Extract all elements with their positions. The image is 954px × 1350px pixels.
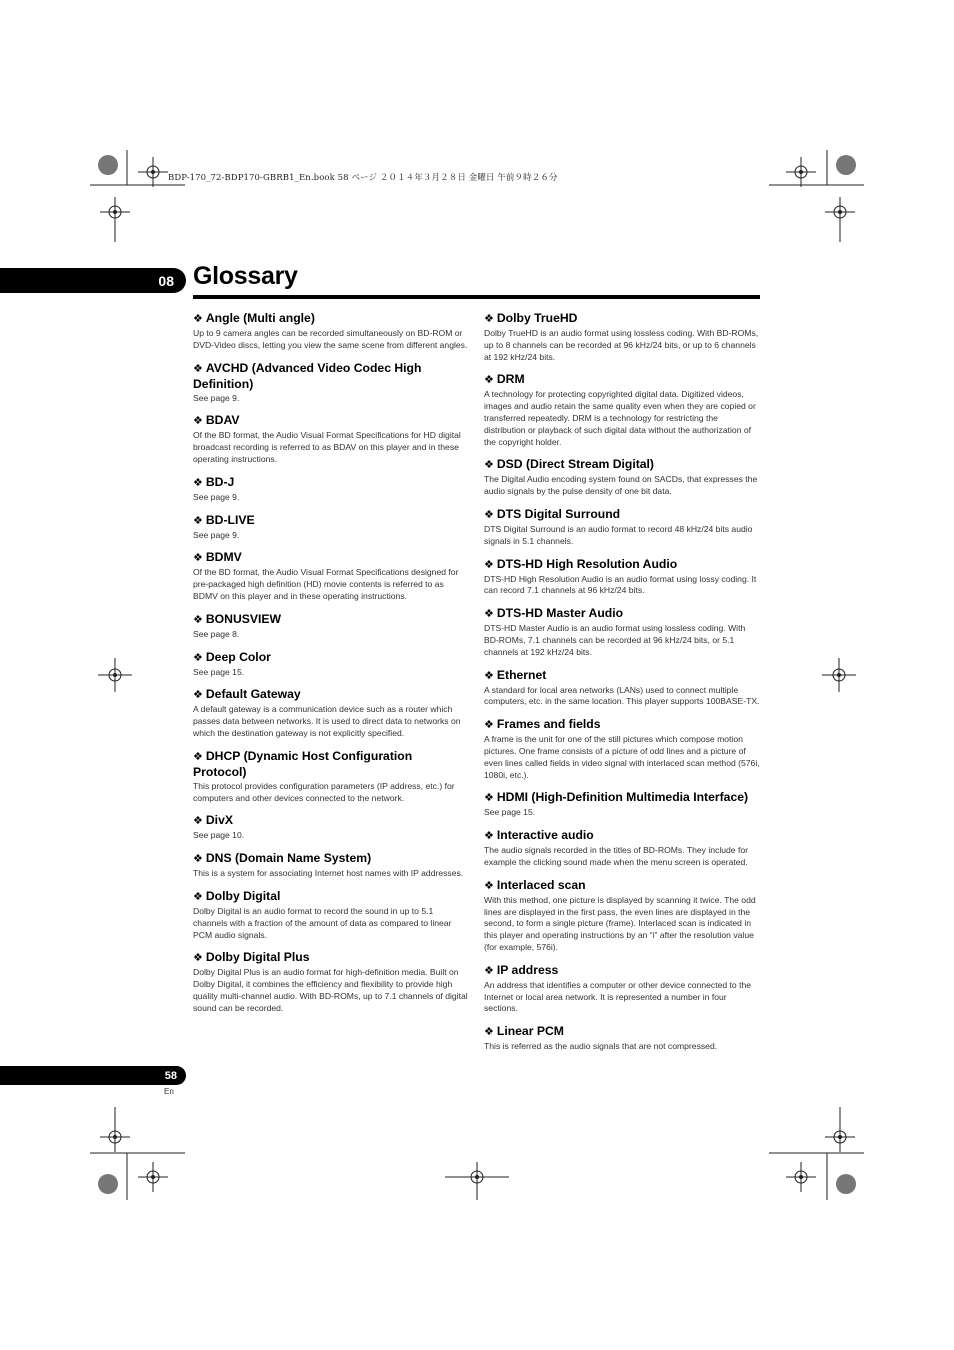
glossary-term [484, 557, 760, 573]
glossary-term-text: Dolby Digital [205, 888, 281, 903]
glossary-term-text: DRM [496, 372, 525, 387]
diamond-bullet-icon: ❖ [484, 508, 494, 521]
glossary-entry [484, 668, 760, 709]
glossary-definition: DTS-HD Master Audio is an audio format using lossless coding. With BD-ROMs, 7.1 channels can be recorded at 96 kHz/24 bits, or 5.1 channels at 192 kHz/24 bits. [484, 623, 746, 657]
glossary-entry [193, 361, 469, 405]
glossary-definition: See page 8. [193, 628, 240, 639]
glossary-definition: Of the BD format, the Audio Visual Format Specifications designed for pre-packaged high definition (HD) movie contents is referred to as BDMV on this player and in these operating instructions. [193, 567, 459, 601]
diamond-bullet-icon: ❖ [484, 558, 494, 571]
glossary-entry [193, 513, 469, 542]
diamond-bullet-icon: ❖ [193, 890, 203, 903]
glossary-right-column [484, 311, 760, 1062]
glossary-term-text: BDAV [205, 413, 240, 428]
glossary-definition: A frame is the unit for one of the still pictures which compose motion pictures. One frame consists of a picture of odd lines and a picture of even lines called fields in video signal with interlaced scan method (576i, 1080i, etc.). [484, 734, 760, 780]
glossary-entry [193, 550, 469, 602]
glossary-term [193, 612, 469, 628]
glossary-entry [193, 950, 469, 1014]
glossary-term-text: Ethernet [496, 667, 547, 682]
glossary-term-text: DTS-HD High Resolution Audio [496, 556, 678, 571]
diamond-bullet-icon: ❖ [193, 514, 203, 527]
diamond-bullet-icon: ❖ [193, 476, 203, 489]
glossary-term [484, 507, 760, 523]
glossary-entry [193, 475, 469, 504]
glossary-entry [484, 507, 760, 548]
glossary-term [484, 878, 760, 894]
glossary-entry [484, 790, 760, 819]
diamond-bullet-icon: ❖ [193, 952, 203, 965]
glossary-entry [484, 372, 760, 448]
glossary-term [484, 790, 760, 806]
diamond-bullet-icon: ❖ [484, 792, 494, 805]
glossary-definition: Dolby Digital Plus is an audio format for high-definition media. Built on Dolby Digital, it combines the efficiency and flexibility to provide high quality multi-channel audio. With BD-ROMs, up to 7.1 channels of digital sound can be recorded. [193, 967, 468, 1013]
glossary-definition: See page 9. [193, 392, 240, 403]
diamond-bullet-icon: ❖ [484, 608, 494, 621]
glossary-entry [193, 687, 469, 739]
glossary-term-text: Default Gateway [205, 687, 301, 702]
glossary-definition: See page 10. [193, 830, 245, 841]
glossary-definition: A technology for protecting copyrighted digital data. Digitized videos, images and audio retain the same quality even when they are copied or transferred repeatedly. DRM is a technology for restricting the distribution or playback of such digital data without the authorization of the copyright holder. [484, 389, 756, 447]
glossary-term [193, 311, 469, 327]
glossary-entry [484, 828, 760, 869]
diamond-bullet-icon: ❖ [484, 1026, 494, 1039]
glossary-definition: With this method, one picture is displayed by scanning it twice. The odd lines are displayed in the first pass, the even lines are displayed in the second, to form a single picture (frame). Interlaced scan is indicated in this player and operating instructions by an “i” after the resolution value (for example, 576i). [484, 894, 756, 952]
glossary-entry [193, 612, 469, 641]
diamond-bullet-icon: ❖ [193, 651, 203, 664]
diamond-bullet-icon: ❖ [484, 459, 494, 472]
glossary-definition: The Digital Audio encoding system found on SACDs, that expresses the audio signals by the pulse density of one bit data. [484, 474, 758, 497]
glossary-term [193, 687, 469, 703]
glossary-term-text: DTS-HD Master Audio [496, 606, 624, 621]
glossary-term-text: Interlaced scan [496, 877, 586, 892]
page-number-tab [0, 1066, 186, 1085]
glossary-term-text: BD-LIVE [205, 512, 255, 527]
glossary-term [484, 717, 760, 733]
glossary-term [484, 963, 760, 979]
glossary-entry [484, 557, 760, 598]
print-header: BDP-170_72-BDP170-GBRB1_En.book 58 ページ ２０１４年３月２８日 金曜日 午前９時２６分 [168, 173, 558, 183]
diamond-bullet-icon: ❖ [484, 964, 494, 977]
glossary-term [193, 361, 469, 392]
diamond-bullet-icon: ❖ [193, 750, 203, 763]
glossary-term-text: BONUSVIEW [205, 611, 282, 626]
glossary-term-text: BD-J [205, 474, 235, 489]
glossary-definition: A standard for local area networks (LANs) used to connect multiple computers, etc. in the same location. This player supports 100BASE-TX. [484, 684, 760, 707]
glossary-entry [484, 606, 760, 658]
glossary-term [484, 372, 760, 388]
diamond-bullet-icon: ❖ [484, 374, 494, 387]
glossary-term [193, 813, 469, 829]
diamond-bullet-icon: ❖ [193, 415, 203, 428]
glossary-term-text: Angle (Multi angle) [205, 311, 315, 325]
glossary-term-text: Dolby TrueHD [496, 311, 578, 325]
diamond-bullet-icon: ❖ [193, 313, 203, 325]
glossary-definition: Dolby Digital is an audio format to record the sound in up to 5.1 channels with a fraction of the amount of data as compared to linear PCM audio signals. [193, 905, 452, 940]
glossary-term [193, 513, 469, 529]
glossary-entry [193, 851, 469, 880]
glossary-term-text: DTS Digital Surround [496, 506, 621, 521]
glossary-term [193, 950, 469, 966]
diamond-bullet-icon: ❖ [484, 313, 494, 325]
glossary-term-text: IP address [496, 962, 559, 977]
glossary-term-text: DNS (Domain Name System) [205, 851, 372, 866]
glossary-entry [484, 311, 760, 363]
glossary-entry [193, 650, 469, 679]
glossary-entry [193, 749, 469, 805]
glossary-definition: See page 15. [484, 807, 536, 818]
glossary-term [193, 413, 469, 429]
page-language: En [164, 1087, 174, 1096]
glossary-term-text: Interactive audio [496, 828, 594, 843]
glossary-definition: This protocol provides configuration parameters (IP address, etc.) for computers and other devices connected to the network. [193, 780, 455, 803]
glossary-term-text: Linear PCM [496, 1024, 564, 1039]
glossary-definition: The audio signals recorded in the titles of BD-ROMs. They include for example the clicking sound made when the menu screen is operated. [484, 845, 748, 867]
diamond-bullet-icon: ❖ [193, 613, 203, 626]
diamond-bullet-icon: ❖ [193, 853, 203, 866]
glossary-term-text: Deep Color [205, 649, 271, 664]
glossary-definition: See page 9. [193, 491, 240, 502]
page-title: Glossary [193, 262, 298, 290]
glossary-definition: This is a system for associating Internet host names with IP addresses. [193, 868, 464, 879]
glossary-entry [484, 963, 760, 1015]
glossary-term-text: HDMI (High-Definition Multimedia Interface) [496, 790, 749, 805]
diamond-bullet-icon: ❖ [484, 879, 494, 892]
glossary-entry [484, 878, 760, 954]
glossary-definition: See page 15. [193, 666, 245, 677]
glossary-definition: DTS-HD High Resolution Audio is an audio format using lossy coding. It can record 7.1 channels at 96 kHz/24 bits. [484, 573, 757, 596]
diamond-bullet-icon: ❖ [193, 689, 203, 702]
glossary-term-text: DSD (Direct Stream Digital) [496, 457, 654, 472]
glossary-definition: Of the BD format, the Audio Visual Format Specifications for HD digital broadcast recording is referred to as BDAV on this player and in these operating instructions. [193, 430, 461, 464]
glossary-term [193, 851, 469, 867]
chapter-tab [0, 268, 186, 293]
glossary-term-text: DHCP (Dynamic Host Configuration Protocol) [193, 748, 413, 779]
glossary-term [193, 550, 469, 566]
glossary-term [484, 606, 760, 622]
title-rule [193, 295, 760, 299]
glossary-term [193, 475, 469, 491]
glossary-term [484, 311, 760, 327]
glossary-term [484, 1024, 760, 1040]
diamond-bullet-icon: ❖ [484, 669, 494, 682]
glossary-definition: Dolby TrueHD is an audio format using lossless coding. With BD-ROMs, up to 8 channels can be recorded at 96 kHz/24 bits, or up to 6 channels at 192 kHz/24 bits. [484, 328, 759, 362]
glossary-definition: An address that identifies a computer or other device connected to the Internet or local area network. It is represented a number in four sections. [484, 979, 752, 1014]
glossary-definition: See page 9. [193, 529, 240, 540]
glossary-definition: This is referred as the audio signals that are not compressed. [484, 1041, 718, 1052]
glossary-entry [193, 311, 469, 352]
glossary-term [193, 749, 469, 780]
diamond-bullet-icon: ❖ [193, 362, 203, 375]
glossary-definition: DTS Digital Surround is an audio format to record 48 kHz/24 bits audio signals in 5.1 channels. [484, 523, 753, 546]
glossary-term [484, 828, 760, 844]
chapter-number: 08 [158, 272, 174, 289]
glossary-term-text: Dolby Digital Plus [205, 950, 310, 965]
glossary-definition: Up to 9 camera angles can be recorded simultaneously on BD-ROM or DVD-Video discs, letting you view the same scene from different angles. [193, 328, 468, 350]
glossary-entry [193, 813, 469, 842]
glossary-term-text: DivX [205, 813, 233, 828]
glossary-term-text: Frames and fields [496, 717, 601, 732]
diamond-bullet-icon: ❖ [193, 552, 203, 565]
diamond-bullet-icon: ❖ [484, 830, 494, 843]
glossary-entry [484, 1024, 760, 1053]
glossary-left-column [193, 311, 469, 1024]
glossary-term [484, 668, 760, 684]
diamond-bullet-icon: ❖ [484, 719, 494, 732]
glossary-entry [193, 413, 469, 465]
glossary-term-text: BDMV [205, 550, 242, 565]
glossary-term-text: AVCHD (Advanced Video Codec High Definition) [193, 360, 422, 391]
glossary-entry [484, 717, 760, 781]
glossary-term [484, 457, 760, 473]
page-number: 58 [164, 1069, 177, 1082]
glossary-definition: A default gateway is a communication device such as a router which passes data between networks. It is used to direct data to networks on which the destination gateway is not explicitly specified. [193, 704, 461, 738]
diamond-bullet-icon: ❖ [193, 815, 203, 828]
glossary-entry [193, 889, 469, 941]
glossary-entry [484, 457, 760, 498]
glossary-term [193, 889, 469, 905]
glossary-term [193, 650, 469, 666]
